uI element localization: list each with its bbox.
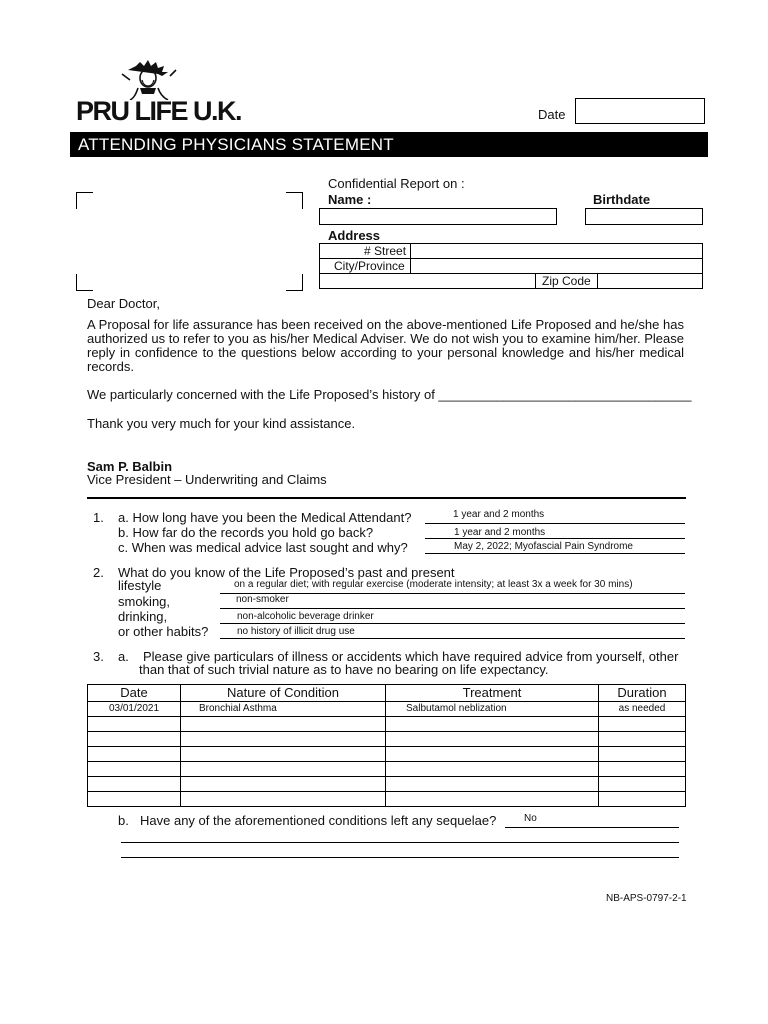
table-cell[interactable]	[386, 762, 599, 777]
q2-habits-label: or other habits?	[118, 624, 209, 639]
table-cell[interactable]	[88, 762, 181, 777]
q2-text: What do you know of the Life Proposed’s past and present	[118, 565, 455, 580]
table-cell[interactable]	[181, 732, 386, 747]
answer-line	[425, 553, 685, 554]
photo-corner-top-left	[76, 192, 93, 209]
table-row	[88, 732, 686, 747]
table-cell[interactable]	[88, 732, 181, 747]
table-cell[interactable]	[599, 762, 686, 777]
name-label: Name :	[328, 192, 372, 207]
table-cell[interactable]	[181, 762, 386, 777]
table-cell[interactable]	[599, 717, 686, 732]
q2-smoking-label: smoking,	[118, 594, 171, 609]
q3-number: 3.	[93, 649, 104, 664]
history-line: We particularly concerned with the Life Proposed’s history of ___________________________________	[87, 387, 692, 402]
date-field[interactable]	[575, 98, 705, 124]
table-cell[interactable]	[386, 792, 599, 807]
table-cell[interactable]	[88, 717, 181, 732]
cell-date[interactable]: 03/01/2021	[88, 702, 181, 717]
greeting: Dear Doctor,	[87, 296, 160, 311]
city-field[interactable]	[411, 259, 701, 273]
table-cell[interactable]	[181, 747, 386, 762]
table-cell[interactable]	[386, 777, 599, 792]
signer-title: Vice President – Underwriting and Claims	[87, 472, 327, 487]
q1a-text: a. How long have you been the Medical Attendant?	[118, 510, 412, 525]
table-row	[88, 717, 686, 732]
address-divider	[535, 273, 536, 289]
q2-drinking-label: drinking,	[118, 609, 168, 624]
answer-line	[121, 857, 679, 858]
zip-field[interactable]	[598, 274, 701, 289]
q2-drinking-answer[interactable]: non-alcoholic beverage drinker	[237, 611, 374, 622]
q2-lifestyle-label: lifestyle	[118, 578, 162, 593]
answer-line	[220, 593, 685, 594]
q3a-text-line2: than that of such trivial nature as to have no bearing on life expectancy.	[139, 662, 549, 677]
q2-habits-answer[interactable]: no history of illicit drug use	[237, 626, 355, 637]
intro-paragraph: A Proposal for life assurance has been received on the above-mentioned Life Proposed and he/she has authorized us to refer to you as his/her Medical Adviser. We do not wish you to examine him/her. Please reply in confidence to the questions below according to your personal knowledge and his/her medical records.	[87, 317, 684, 374]
photo-corner-bottom-right	[286, 274, 303, 291]
table-cell[interactable]	[181, 777, 386, 792]
birthdate-field[interactable]	[585, 208, 703, 225]
table-row	[88, 762, 686, 777]
q1-number: 1.	[93, 510, 104, 525]
cell-duration[interactable]: as needed	[599, 702, 686, 717]
answer-line	[425, 538, 685, 539]
q2-number: 2.	[93, 565, 104, 580]
table-cell[interactable]	[88, 777, 181, 792]
q3b-text: Have any of the aforementioned conditions left any sequelae?	[140, 813, 497, 828]
table-cell[interactable]	[386, 732, 599, 747]
confidential-label: Confidential Report on :	[328, 176, 465, 191]
street-label: # Street	[364, 244, 407, 258]
table-row	[88, 777, 686, 792]
address-label: Address	[328, 228, 381, 243]
table-cell[interactable]	[386, 747, 599, 762]
section-divider	[87, 497, 686, 499]
form-code: NB-APS-0797-2-1	[606, 893, 687, 904]
table-row	[88, 792, 686, 807]
answer-line	[425, 523, 685, 524]
answer-line	[220, 608, 685, 609]
table-cell[interactable]	[88, 792, 181, 807]
street-field[interactable]	[411, 244, 701, 258]
thanks-line: Thank you very much for your kind assistance.	[87, 416, 356, 431]
brand-logo-text: PRU LIFE U.K.	[76, 96, 242, 126]
conditions-table	[87, 684, 686, 807]
column-header-date: Date	[88, 685, 181, 702]
city-label: City/Province	[334, 259, 405, 273]
table-cell[interactable]	[181, 792, 386, 807]
zip-label: Zip Code	[542, 274, 591, 288]
table-cell[interactable]	[599, 777, 686, 792]
table-cell[interactable]	[386, 717, 599, 732]
cell-treatment[interactable]: Salbutamol neblization	[386, 702, 599, 717]
answer-line	[121, 842, 679, 843]
page-title: ATTENDING PHYSICIANS STATEMENT	[70, 132, 708, 157]
table-row	[88, 702, 686, 717]
table-cell[interactable]	[599, 732, 686, 747]
q3a-label: a.	[118, 649, 129, 664]
q1b-text: b. How far do the records you hold go back?	[118, 525, 374, 540]
q3b-label: b.	[118, 813, 129, 828]
photo-corner-bottom-left	[76, 274, 93, 291]
photo-corner-top-right	[286, 192, 303, 209]
q1c-answer[interactable]: May 2, 2022; Myofascial Pain Syndrome	[454, 541, 633, 552]
column-header-duration: Duration	[599, 685, 686, 702]
answer-line	[220, 638, 685, 639]
q1b-answer[interactable]: 1 year and 2 months	[454, 527, 546, 538]
column-header-condition: Nature of Condition	[181, 685, 386, 702]
q1a-answer[interactable]: 1 year and 2 months	[453, 509, 545, 520]
q2-lifestyle-answer[interactable]: on a regular diet; with regular exercise (moderate intensity; at least 3x a week for 30 mins)	[234, 579, 633, 590]
table-cell[interactable]	[181, 717, 386, 732]
signer-name: Sam P. Balbin	[87, 459, 173, 474]
column-header-treatment: Treatment	[386, 685, 599, 702]
address-box	[319, 243, 703, 289]
q3a-text-line1: Please give particulars of illness or accidents which have required advice from yourself, other	[143, 649, 679, 664]
date-label: Date	[538, 107, 566, 122]
q1c-text: c. When was medical advice last sought and why?	[118, 540, 408, 555]
britannia-logo-icon	[118, 58, 180, 100]
q3b-answer[interactable]: No	[524, 813, 537, 824]
name-field[interactable]	[319, 208, 557, 225]
table-row	[88, 747, 686, 762]
answer-line	[220, 623, 685, 624]
table-cell[interactable]	[599, 792, 686, 807]
cell-condition[interactable]: Bronchial Asthma	[181, 702, 386, 717]
birthdate-label: Birthdate	[593, 192, 651, 207]
q2-smoking-answer[interactable]: non-smoker	[236, 594, 289, 605]
table-cell[interactable]	[599, 747, 686, 762]
answer-line	[505, 827, 679, 828]
table-cell[interactable]	[88, 747, 181, 762]
